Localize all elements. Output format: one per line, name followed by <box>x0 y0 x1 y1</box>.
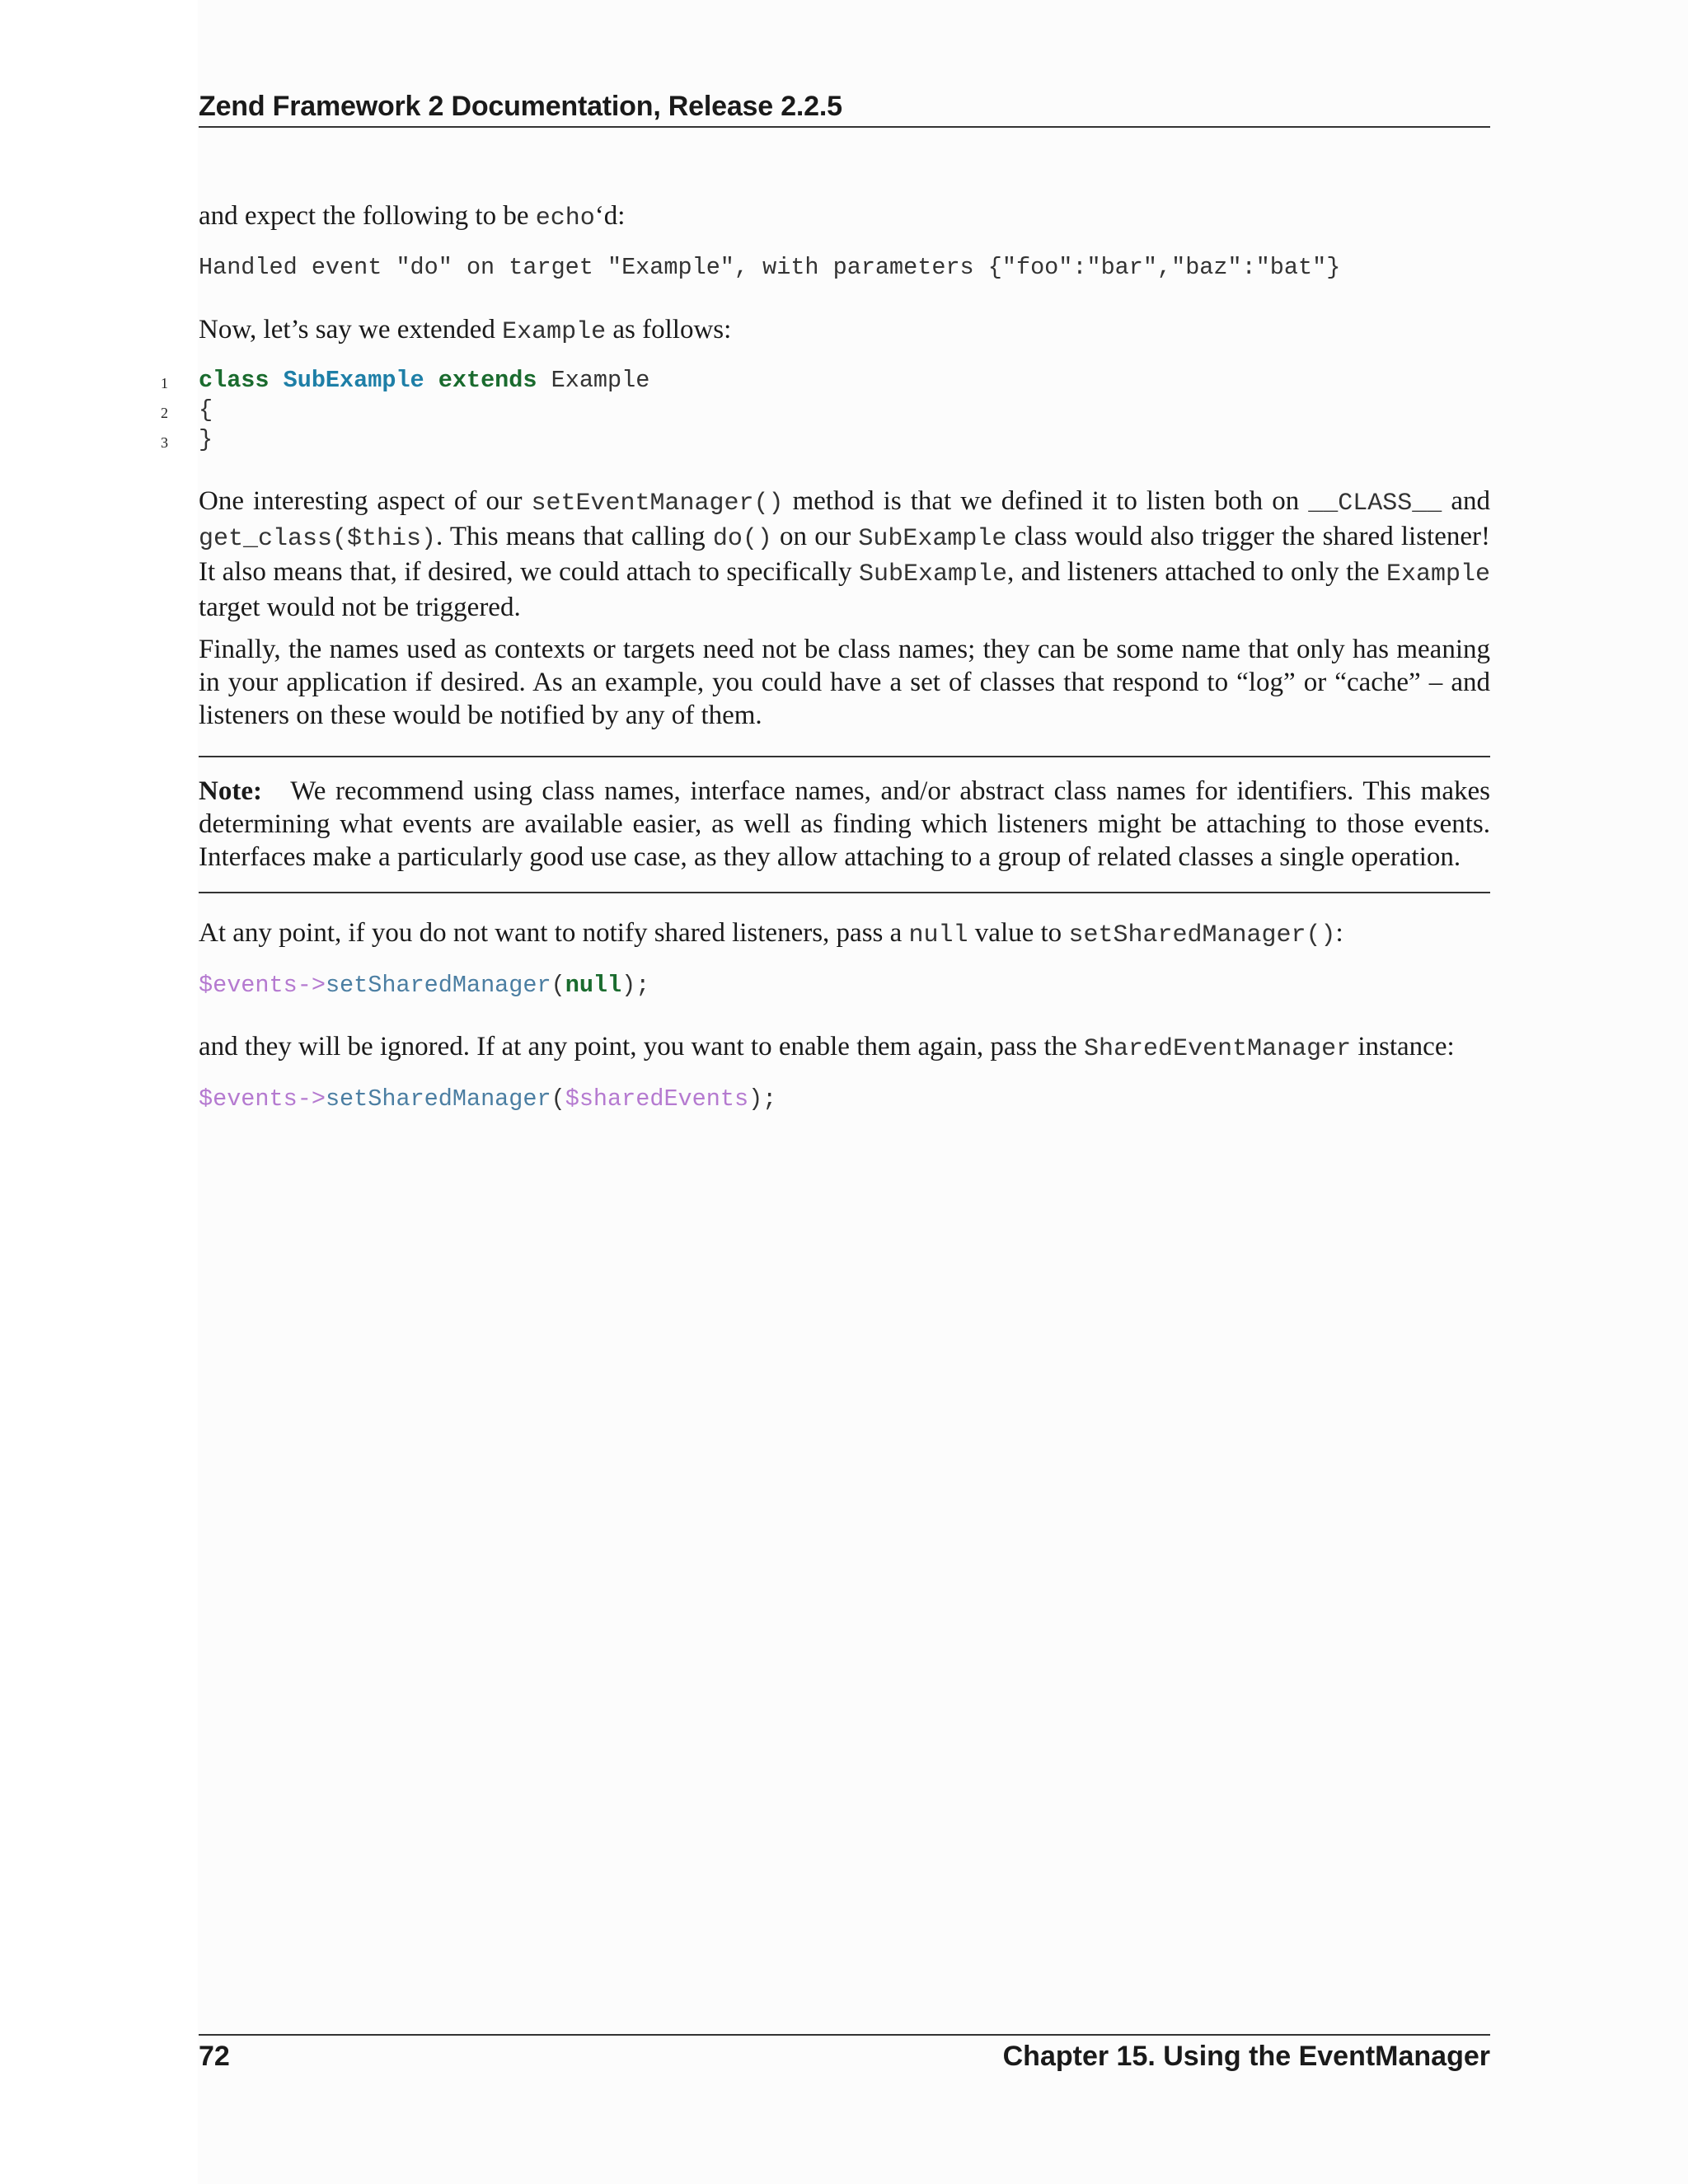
code-shared-events-block: $events->setSharedManager($sharedEvents); <box>199 1085 777 1113</box>
note-bottom-rule <box>199 892 1490 893</box>
line-number: 2 <box>161 405 168 421</box>
code-line-2: { <box>199 396 213 424</box>
class-code-block <box>199 366 1490 455</box>
page-number: 72 <box>199 2041 230 2072</box>
output-code-block <box>199 253 1490 283</box>
paragraph-interesting-aspect: One interesting aspect of our setEventManager() method is that we defined it to listen both on __CLASS__ and get_class($this). This means that calling do() on our SubExample class would also trigger the shared listener! It also means that, if desired, we could attach to specifically SubExample, and listeners attached to only the Example target would not be triggered. <box>199 486 1490 622</box>
note-label: Note: <box>199 776 262 806</box>
header-title: Zend Framework 2 Documentation, Release 2.2.5 <box>199 91 842 122</box>
paragraph-enable-again: and they will be ignored. If at any point, you want to enable them again, pass the SharedEventManager instance: <box>199 1032 1455 1063</box>
chapter-title: Chapter 15. Using the EventManager <box>1002 2041 1490 2072</box>
note-admonition <box>199 775 1490 874</box>
paragraph-finally: Finally, the names used as contexts or targets need not be class names; they can be some name that only has meaning in your application if desired. As an example, you could have a set of classes that respond to “log” or “cache” – and listeners on these would be notified by any of them. <box>199 635 1490 730</box>
note-text: We recommend using class names, interface names, and/or abstract class names for identifiers. This makes determining what events are available easier, as well as finding which listeners might be attaching to those events. Interfaces make a particularly good use case, as they allow attaching to a group of related classes a single operation. <box>199 776 1490 872</box>
running-footer <box>199 2034 1490 2073</box>
running-header <box>199 91 1490 128</box>
line-number: 1 <box>161 375 168 391</box>
inline-code: Example <box>502 318 607 346</box>
code-null-block: $events->setSharedManager(null); <box>199 972 650 999</box>
paragraph-extend: Now, let’s say we extended Example as follows: <box>199 315 732 346</box>
paragraph-echo: and expect the following to be echo‘d: <box>199 201 626 232</box>
code-line-1: class SubExample extends Example <box>199 367 650 394</box>
code-line-3: } <box>199 426 213 453</box>
line-number: 3 <box>161 434 168 451</box>
output-line: Handled event "do" on target "Example", with parameters {"foo":"bar","baz":"bat"} <box>199 254 1341 281</box>
note-top-rule <box>199 756 1490 757</box>
paragraph-null: At any point, if you do not want to notify shared listeners, pass a null value to setSharedManager(): <box>199 918 1343 949</box>
inline-code: echo <box>535 204 595 232</box>
